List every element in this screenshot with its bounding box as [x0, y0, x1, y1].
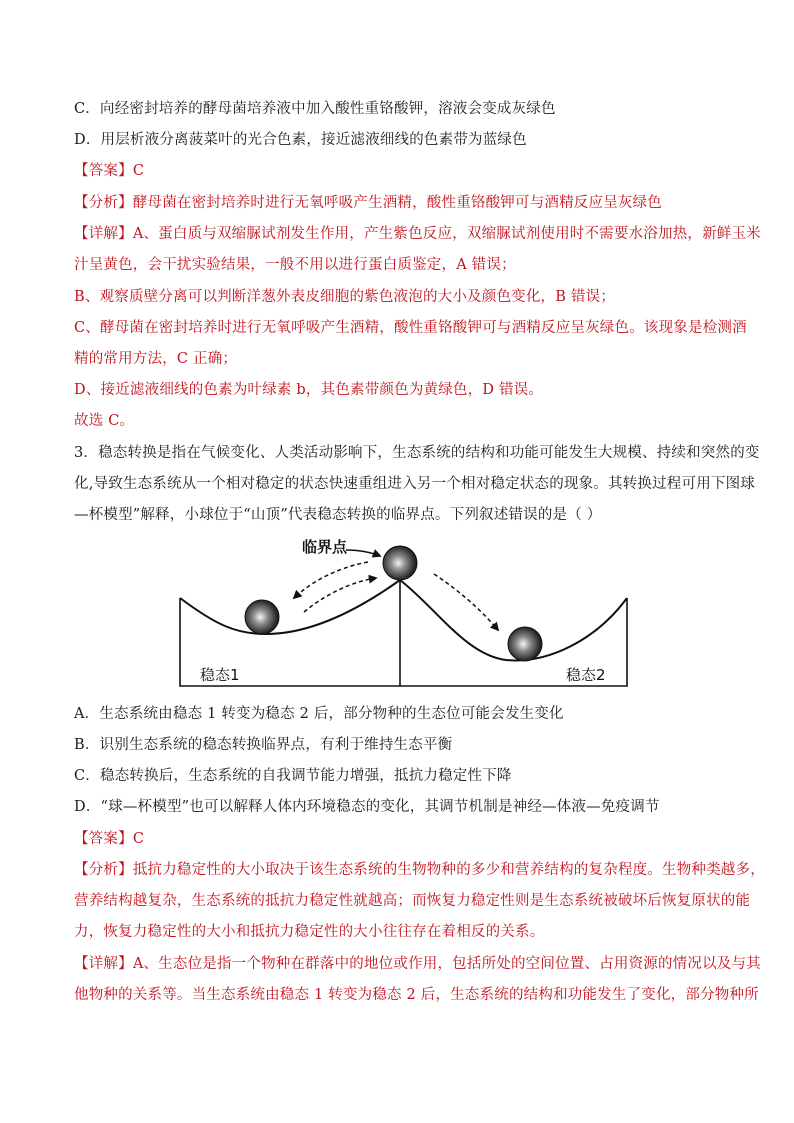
explanation-line-7: [74, 411, 724, 431]
text: 他物种的关系等。当生态系统由稳态 1 转变为稳态 2 后，生态系统的结构和功能发生了变化，部分物种所: [74, 987, 759, 1003]
question-3-line-3: [74, 505, 724, 525]
explanation-line-1: 【详解】A、蛋白质与双缩脲试剂发生作用，产生紫色反应，双缩脲试剂使用时不需要水浴加热，新鲜玉米: [74, 226, 761, 242]
explanation-line-6: [74, 380, 724, 400]
option-c-prev: [74, 99, 724, 119]
explanation-line-2: [74, 255, 724, 275]
text: 故选 C。: [74, 413, 135, 429]
text: D．“球—杯模型”也可以解释人体内环境稳态的变化，其调节机制是神经—体液—免疫调节: [74, 799, 660, 815]
analysis-line-4: [74, 922, 724, 942]
text: 化,导致生态系统从一个相对稳定的状态快速重组进入另一个相对稳定状态的现象。其转换过程可用下图球: [74, 476, 756, 492]
ball-left: [245, 600, 279, 634]
state-2-label: 稳态2: [566, 666, 606, 684]
question-3-line-1: [74, 443, 760, 463]
analysis-line-2: 【分析】抵抗力稳定性的大小取决于该生态系统的生物物种的多少和营养结构的复杂程度。生物种类越多，: [74, 862, 765, 878]
text: D、接近滤液细线的色素为叶绿素 b，其色素带颜色为黄绿色，D 错误。: [74, 382, 544, 398]
text: B、观察质壁分离可以判断洋葱外表皮细胞的紫色液泡的大小及颜色变化，B 错误；: [74, 289, 616, 305]
explanation-line-5: [74, 349, 724, 369]
option-a: [74, 704, 724, 724]
ball-right: [508, 627, 542, 661]
option-d: [74, 797, 724, 817]
text: —杯模型”解释，小球位于“山顶”代表稳态转换的临界点。下列叙述错误的是（ ）: [74, 507, 602, 523]
explanation-tag: 详解: [88, 226, 119, 242]
explanation-line-8: 【详解】A、生态位是指一个物种在群落中的地位或作用，包括所处的空间位置、占用资源的情况以及与其: [74, 956, 761, 972]
explanation-tag: 详解: [88, 956, 119, 972]
analysis-line-3: [74, 891, 751, 911]
text: 营养结构越复杂，生态系统的抵抗力稳定性就越高；而恢复力稳定性则是生态系统被破坏后恢复原状的能: [74, 893, 751, 909]
option-c: [74, 766, 724, 786]
answer-tag: 答案: [88, 163, 119, 179]
answer-value: C: [132, 163, 145, 179]
text: 3．稳态转换是指在气候变化、人类活动影响下，生态系统的结构和功能可能发生大规模、持续和突然的变: [74, 445, 760, 461]
explanation-line-9: [74, 985, 759, 1005]
explanation-line-3: [74, 287, 724, 307]
option-d-prev: [74, 130, 724, 150]
text: C．稳态转换后，生态系统的自我调节能力增强，抵抗力稳定性下降: [74, 768, 512, 784]
curve-frame: [180, 580, 627, 686]
answer-tag: 答案: [88, 831, 119, 847]
text: C．向经密封培养的酵母菌培养液中加入酸性重铬酸钾，溶液会变成灰绿色: [74, 101, 556, 117]
analysis-tag: 分析: [88, 862, 119, 878]
analysis-line-1: 【分析】酵母菌在密封培养时进行无氧呼吸产生酒精，酸性重铬酸钾可与酒精反应呈灰绿色: [74, 195, 663, 211]
critical-point-label: 临界点: [302, 538, 348, 556]
text: A．生态系统由稳态 1 转变为稳态 2 后，部分物种的生态位可能会发生变化: [74, 706, 564, 722]
text: 汁呈黄色，会干扰实验结果，一般不用以进行蛋白质鉴定，A 错误；: [74, 257, 516, 273]
arrow-up-right: [304, 578, 376, 612]
explanation-text: A、蛋白质与双缩脲试剂发生作用，产生紫色反应，双缩脲试剂使用时不需要水浴加热，新鲜玉米: [132, 226, 761, 242]
state-1-label: 稳态1: [200, 666, 240, 684]
text: B．识别生态系统的稳态转换临界点，有利于维持生态平衡: [74, 737, 453, 753]
answer-line-1: 【答案】C: [74, 163, 145, 179]
question-3-line-2: [74, 474, 756, 494]
option-b: [74, 735, 724, 755]
arrow-to-critical: [346, 550, 380, 556]
text: 力，恢复力稳定性的大小和抵抗力稳定性的大小往往存在着相反的关系。: [74, 924, 545, 940]
text: 精的常用方法，C 正确；: [74, 351, 238, 367]
text: D．用层析液分离菠菜叶的光合色素，接近滤液细线的色素带为蓝绿色: [74, 132, 527, 148]
analysis-text: 酵母菌在密封培养时进行无氧呼吸产生酒精，酸性重铬酸钾可与酒精反应呈灰绿色: [132, 195, 663, 211]
ball-top: [383, 546, 417, 580]
explanation-line-4: [74, 318, 747, 338]
explanation-text: A、生态位是指一个物种在群落中的地位或作用，包括所处的空间位置、占用资源的情况以及与其: [132, 956, 761, 972]
arrow-down-left: [294, 562, 368, 598]
analysis-tag: 分析: [88, 195, 119, 211]
text: C、酵母菌在密封培养时进行无氧呼吸产生酒精，酸性重铬酸钾可与酒精反应呈灰绿色。该现象是检测酒: [74, 320, 747, 336]
answer-line-2: 【答案】C: [74, 831, 145, 847]
analysis-text: 抵抗力稳定性的大小取决于该生态系统的生物物种的多少和营养结构的复杂程度。生物种类越多，: [132, 862, 765, 878]
answer-value: C: [132, 831, 145, 847]
ball-cup-model-diagram: [176, 530, 631, 690]
